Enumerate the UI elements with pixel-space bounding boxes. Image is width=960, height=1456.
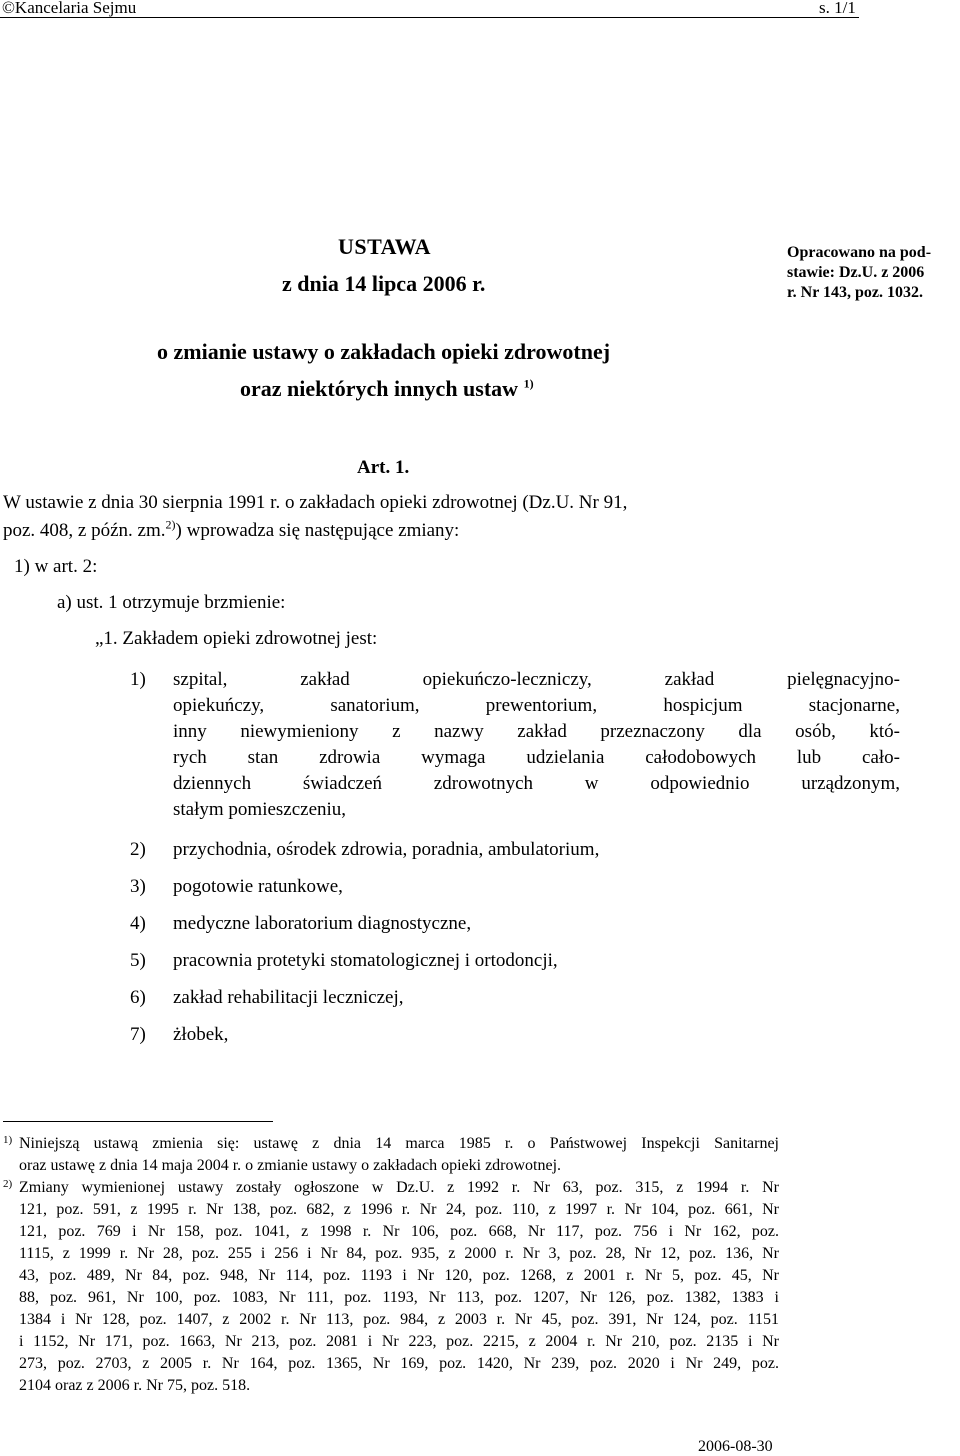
list-item-text (173, 837, 900, 863)
list-item-number: 1) (130, 669, 146, 690)
source-note-line: Opracowano na pod- (787, 244, 932, 261)
footnote-line: 88, poz. 961, Nr 100, poz. 1083, Nr 111, poz. 1193, Nr 113, poz. 1207, Nr 126, poz. 1382, 1383 i (19, 1289, 779, 1306)
list-item-line: dziennych świadczeń zdrowotnych w odpowiednio urządzonym, (173, 773, 900, 794)
article-intro-line2-a: poz. 408, z późn. zm. (3, 520, 166, 541)
header-page-number: s. 1/1 (819, 0, 856, 17)
amendment-letter-a: a) ust. 1 otrzymuje brzmienie: (57, 592, 286, 613)
footnote-marker: 1) (3, 1134, 13, 1146)
list-item-text (173, 667, 900, 823)
list-item-line: pracownia protetyki stomatologicznej i ortodoncji, (173, 950, 558, 971)
list-item-number: 7) (130, 1024, 146, 1045)
footnote-marker: 2) (3, 1178, 13, 1190)
document-type-title: USTAWA (338, 234, 432, 259)
footnote-line: 121, poz. 769 i Nr 158, poz. 1041, z 1998 r. Nr 106, poz. 668, Nr 117, poz. 756 i Nr 162, poz. (19, 1223, 779, 1240)
list-item-line: stałym pomieszczeniu, (173, 799, 347, 820)
footnote-line: 43, poz. 489, Nr 84, poz. 948, Nr 114, poz. 1193 i Nr 120, poz. 1268, z 2001 r. Nr 5, poz. 45, Nr (19, 1267, 779, 1284)
footnote-line: oraz ustawę z dnia 14 maja 2004 r. o zmianie ustawy o zakładach opieki zdrowotnej. (19, 1157, 562, 1174)
article-intro-line2 (3, 518, 459, 544)
source-note (787, 243, 960, 303)
header-rule (0, 17, 859, 18)
document-subject-line1: o zmianie ustawy o zakładach opieki zdrowotnej (157, 339, 611, 364)
list-item-text (173, 1022, 900, 1048)
footnote-body (19, 1133, 779, 1177)
list-item-line: przychodnia, ośrodek zdrowia, poradnia, ambulatorium, (173, 839, 600, 860)
footnote-line: 2104 oraz z 2006 r. Nr 75, poz. 518. (19, 1377, 251, 1394)
list-item-text (173, 911, 900, 937)
list-item-line: szpital, zakład opiekuńczo-leczniczy, zakład pielęgnacyjno- (173, 669, 900, 690)
article-title: Art. 1. (357, 457, 410, 478)
document-subject-line2 (240, 376, 534, 402)
article-intro-line1: W ustawie z dnia 30 sierpnia 1991 r. o zakładach opieki zdrowotnej (Dz.U. Nr 91, (3, 492, 628, 513)
list-item-number: 4) (130, 913, 146, 934)
footnote-line: 121, poz. 591, z 1995 r. Nr 138, poz. 682, z 1996 r. Nr 24, poz. 110, z 1997 r. Nr 104, poz. 661, Nr (19, 1201, 779, 1218)
footnote-line: i 1152, Nr 171, poz. 1663, Nr 213, poz. 2081 i Nr 223, poz. 2215, z 2004 r. Nr 210, poz. 2135 i Nr (19, 1333, 779, 1350)
article-intro-line2-b: ) wprowadza się następujące zmiany: (175, 520, 460, 541)
footnote-line: Zmiany wymienionej ustawy zostały ogłoszone w Dz.U. z 1992 r. Nr 63, poz. 315, z 1994 r. Nr (19, 1179, 779, 1196)
list-item-text (173, 985, 900, 1011)
footnote-separator (3, 1121, 273, 1122)
list-item-number: 3) (130, 876, 146, 897)
footnote-line: 1115, z 1999 r. Nr 28, poz. 255 i 256 i Nr 84, poz. 935, z 2000 r. Nr 3, poz. 28, Nr 12, poz. 136, Nr (19, 1245, 779, 1262)
list-item-line: pogotowie ratunkowe, (173, 876, 343, 897)
source-note-line: r. Nr 143, poz. 1032. (787, 284, 923, 301)
document-date-title: z dnia 14 lipca 2006 r. (282, 271, 486, 296)
list-item-line: zakład rehabilitacji leczniczej, (173, 987, 404, 1008)
footnote-line: 1384 i Nr 128, poz. 1407, z 2002 r. Nr 113, poz. 984, z 2003 r. Nr 45, poz. 391, Nr 124, poz. 1151 (19, 1311, 779, 1328)
footnote-ref-1: 1) (523, 376, 534, 391)
list-item-line: żłobek, (173, 1024, 229, 1045)
list-item-text (173, 948, 900, 974)
footnote-line: Niniejszą ustawą zmienia się: ustawę z dnia 14 marca 1985 r. o Państwowej Inspekcji Sanitarnej (19, 1135, 779, 1152)
header-publisher: ©Kancelaria Sejmu (2, 0, 137, 17)
amendment-point-1: 1) w art. 2: (14, 556, 98, 577)
footnote-body (19, 1177, 779, 1397)
source-note-line: stawie: Dz.U. z 2006 (787, 264, 925, 281)
list-item-line: opiekuńczy, sanatorium, prewentorium, hospicjum stacjonarne, (173, 695, 900, 716)
list-item-line: medyczne laboratorium diagnostyczne, (173, 913, 472, 934)
document-subject-line2-text: oraz niektórych innych ustaw (240, 376, 524, 401)
list-item-line: rych stan zdrowia wymaga udzielania całodobowych lub cało- (173, 747, 900, 768)
list-item-number: 6) (130, 987, 146, 1008)
list-item-line: inny niewymieniony z nazwy zakład przeznaczony dla osób, któ- (173, 721, 900, 742)
footnote-ref-2: 2) (165, 517, 176, 532)
quoted-provision: „1. Zakładem opieki zdrowotnej jest: (95, 628, 378, 649)
list-item-number: 2) (130, 839, 146, 860)
document-date-footer: 2006-08-30 (698, 1438, 773, 1455)
list-item-text (173, 874, 900, 900)
list-item-number: 5) (130, 950, 146, 971)
footnote-line: 273, poz. 2703, z 2005 r. Nr 164, poz. 1365, Nr 169, poz. 1420, Nr 239, poz. 2020 i Nr 249, poz. (19, 1355, 779, 1372)
